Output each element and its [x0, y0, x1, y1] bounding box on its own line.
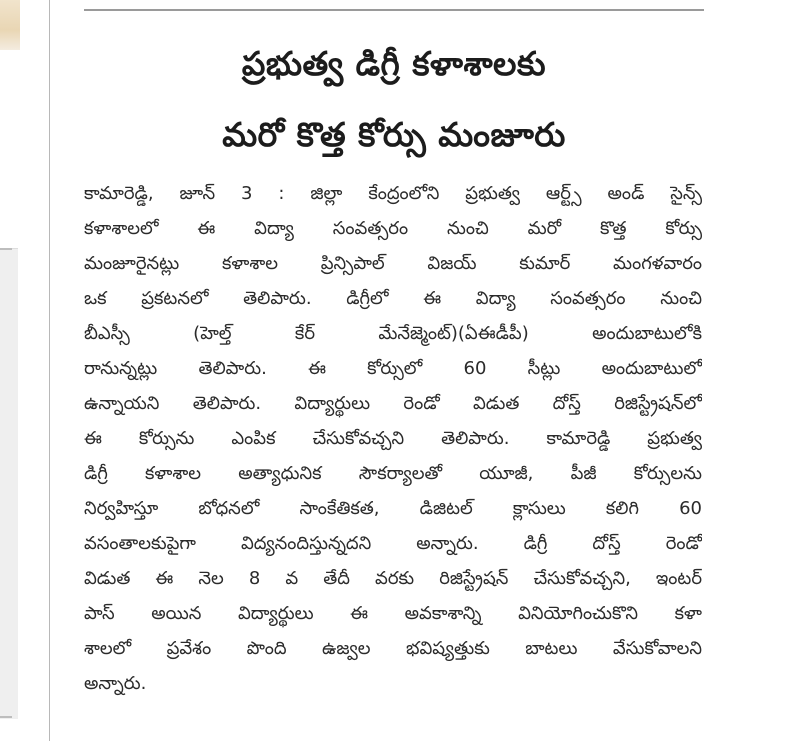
headline-line-2: మరో కొత్త కోర్సు మంజూరు: [222, 115, 566, 154]
article-line: శాలలో ప్రవేశం పొంది ఉజ్వల భవిష్యత్తుకు బాటలు వేసుకోవాలని: [84, 638, 702, 659]
adjacent-grey-panel: [0, 248, 18, 719]
adjacent-column-edge: [0, 0, 22, 741]
article-line: మంజూరైనట్లు కళాశాల ప్రిన్సిపాల్ విజయ్ కుమార్ మంగళవారం: [84, 253, 702, 274]
headline-top-rule: [84, 9, 704, 11]
article-line: కామారెడ్డి, జూన్ 3 : జిల్లా కేంద్రంలోని ప్రభుత్వ ఆర్ట్స్ అండ్ సైన్స్: [84, 183, 702, 204]
adjacent-rule-tick: [0, 716, 12, 718]
adjacent-photo-fragment: [0, 0, 20, 50]
article-line: అన్నారు.: [84, 673, 147, 694]
article-body: [84, 176, 702, 741]
article-line: కళాశాలలో ఈ విద్యా సంవత్సరం నుంచి మరో కొత్త కోర్సు: [84, 218, 702, 239]
article-line: ఉన్నాయని తెలిపారు. విద్యార్థులు రెండో విడుత దోస్త్ రిజిస్ట్రేషన్‌లో: [84, 393, 702, 414]
column-divider: [49, 0, 50, 741]
article-line: డిగ్రీ కళాశాల అత్యాధునిక సౌకర్యాలతో యూజీ, పీజీ కోర్సులను: [84, 463, 702, 484]
headline-line-1: ప్రభుత్వ డిగ్రీ కళాశాలకు: [241, 44, 547, 83]
article-line: ఒక ప్రకటనలో తెలిపారు. డిగ్రీలో ఈ విద్యా సంవత్సరం నుంచి: [84, 288, 702, 309]
article-line: బీఎస్సీ (హెల్త్ కేర్ మేనేజ్మెంట్)(ఏఈడీపీ) అందుబాటులోకి: [84, 323, 702, 344]
article-line: ఈ కోర్సును ఎంపిక చేసుకోవచ్చని తెలిపారు. కామారెడ్డి ప్రభుత్వ: [84, 428, 702, 449]
article-line: రానున్నట్లు తెలిపారు. ఈ కోర్సులో 60 సీట్లు అందుబాటులో: [84, 358, 702, 379]
article-line: నిర్వహిస్తూ బోధనలో సాంకేతికత, డిజిటల్ క్లాసులు కలిగి 60: [84, 498, 702, 519]
article-line: పాస్ అయిన విద్యార్థులు ఈ అవకాశాన్ని వినియోగించుకొని కళా: [84, 603, 702, 624]
adjacent-rule-tick: [0, 248, 12, 250]
article-line: వసంతాలకుపైగా విద్యనందిస్తున్నదని అన్నారు. డిగ్రీ దోస్త్ రెండో: [84, 533, 702, 554]
article-line: విడుత ఈ నెల 8 వ తేదీ వరకు రిజిస్ట్రేషన్ చేసుకోవచ్చని, ఇంటర్: [84, 568, 702, 589]
